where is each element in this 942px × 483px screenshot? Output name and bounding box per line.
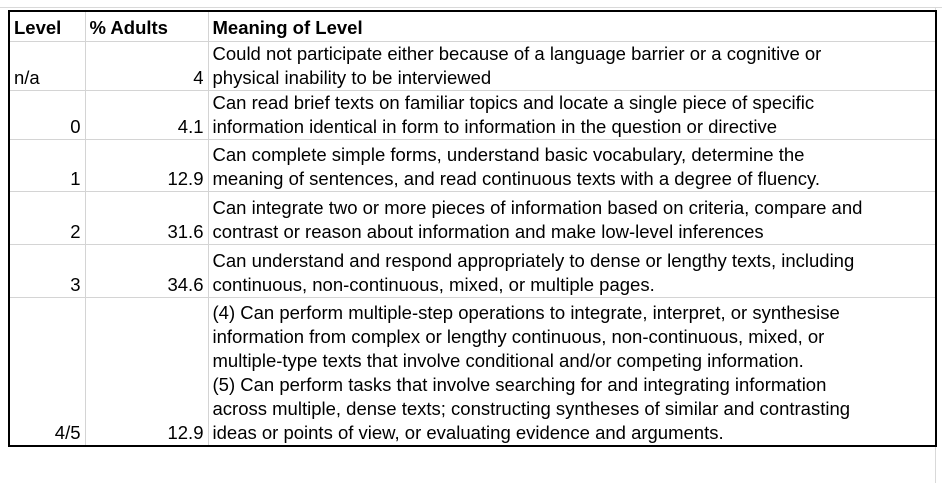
cell-adults[interactable]: 12.9	[85, 140, 208, 192]
table-row	[9, 245, 936, 298]
sheet-top-gridline	[0, 0, 942, 8]
header-level[interactable]: Level	[9, 11, 85, 42]
meaning-line: information from complex or lengthy continuous, non-continuous, mixed, or	[212, 326, 825, 347]
cell-meaning[interactable]	[208, 298, 936, 447]
meaning-line: Could not participate either because of a language barrier or a cognitive or	[212, 43, 822, 64]
cell-meaning[interactable]	[208, 192, 936, 245]
cell-level[interactable]: 1	[9, 140, 85, 192]
meaning-line: Can understand and respond appropriately to dense or lengthy texts, including	[212, 250, 855, 271]
meaning-line: multiple-type texts that involve conditional and/or competing information.	[212, 350, 804, 371]
meaning-line: (5) Can perform tasks that involve searching for and integrating information	[212, 374, 827, 395]
table-row	[9, 192, 936, 245]
cell-level[interactable]: 2	[9, 192, 85, 245]
literacy-levels-table	[8, 10, 937, 447]
meaning-line: information identical in form to information in the question or directive	[212, 116, 778, 137]
header-meaning[interactable]: Meaning of Level	[208, 11, 936, 42]
cell-level[interactable]: n/a	[9, 42, 85, 91]
meaning-line: across multiple, dense texts; constructing syntheses of similar and contrasting	[212, 398, 851, 419]
header-adults[interactable]: % Adults	[85, 11, 208, 42]
table-row	[9, 140, 936, 192]
meaning-line: Can integrate two or more pieces of information based on criteria, compare and	[212, 197, 863, 218]
cell-meaning[interactable]	[208, 42, 936, 91]
cell-level[interactable]: 0	[9, 91, 85, 140]
meaning-line: contrast or reason about information and make low-level inferences	[212, 221, 764, 242]
cell-meaning[interactable]	[208, 91, 936, 140]
table-row	[9, 42, 936, 91]
cell-adults[interactable]: 4.1	[85, 91, 208, 140]
meaning-line: Can complete simple forms, understand basic vocabulary, determine the	[212, 144, 805, 165]
table-row	[9, 298, 936, 447]
cell-adults[interactable]: 31.6	[85, 192, 208, 245]
meaning-line: meaning of sentences, and read continuous texts with a degree of fluency.	[212, 168, 820, 189]
meaning-line: (4) Can perform multiple-step operations to integrate, interpret, or synthesise	[212, 302, 840, 323]
cell-adults[interactable]: 4	[85, 42, 208, 91]
cell-adults[interactable]: 34.6	[85, 245, 208, 298]
meaning-line: continuous, non-continuous, mixed, or multiple pages.	[212, 274, 655, 295]
header-row	[9, 11, 936, 42]
cell-adults[interactable]: 12.9	[85, 298, 208, 447]
meaning-line: physical inability to be interviewed	[212, 67, 492, 88]
cell-meaning[interactable]	[208, 140, 936, 192]
cell-level[interactable]: 3	[9, 245, 85, 298]
cell-meaning[interactable]	[208, 245, 936, 298]
meaning-line: Can read brief texts on familiar topics and locate a single piece of specific	[212, 92, 815, 113]
meaning-line: ideas or points of view, or evaluating evidence and arguments.	[212, 422, 724, 443]
table-row	[9, 91, 936, 140]
cell-level[interactable]: 4/5	[9, 298, 85, 447]
